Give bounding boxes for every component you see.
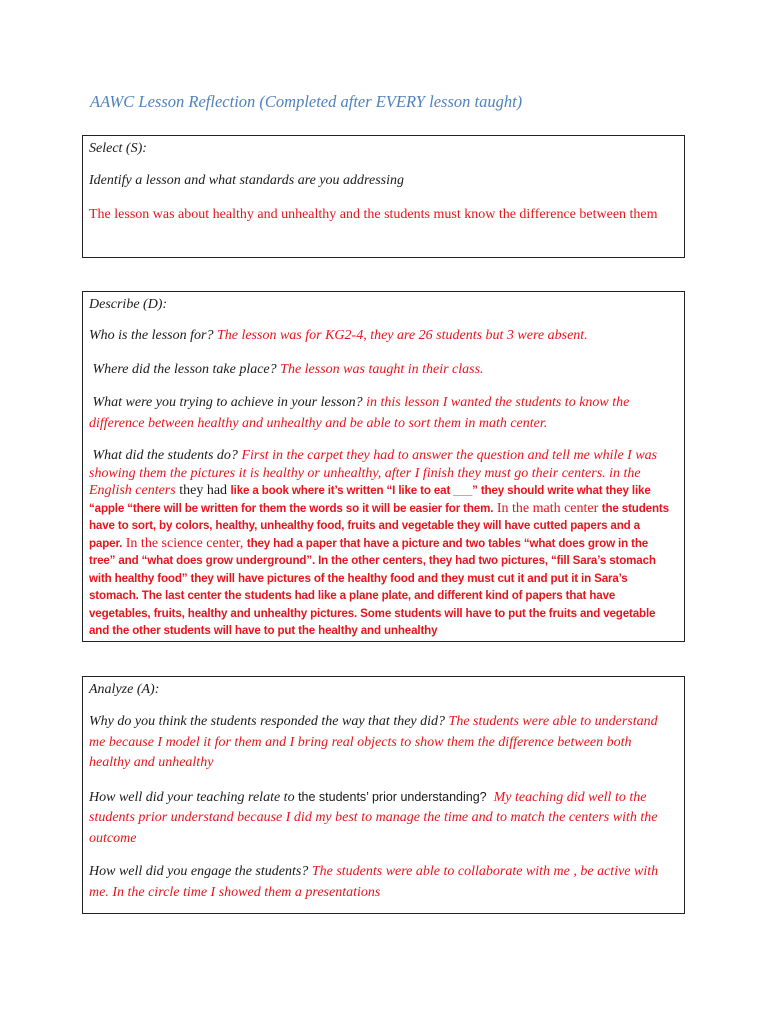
select-question: Identify a lesson and what standards are you addressing — [89, 173, 404, 188]
analyze-label: Analyze (A): — [89, 682, 160, 697]
describe-english-center: like a book where it’s written “I like to eat ___” they should write what they like “apple “there will be written for them the words so it will be easier for them. — [89, 484, 651, 515]
describe-question-achieve: What were you trying to achieve in your lesson? — [92, 395, 363, 410]
describe-science-label: In the science center, — [125, 535, 244, 551]
describe-math-label: In the math center — [496, 500, 599, 516]
analyze-answer-engage: The students were able to collaborate with me , be active with me. In the circle time I showed them a presentations — [89, 864, 659, 900]
describe-answer-achieve: in this lesson I wanted the students to know the difference between healthy and unhealthy and be able to sort them in math center. — [89, 395, 630, 431]
analyze-question-relate: How well did your teaching relate to — [89, 789, 295, 805]
describe-label: Describe (D): — [89, 297, 168, 312]
analyze-answer-responded: The students were able to understand me because I model it for them and I bring real objects to show them the difference between both healthy and unhealthy — [89, 714, 658, 770]
select-section — [82, 135, 685, 258]
select-answer: The lesson was about healthy and unhealthy and the students must know the difference between them — [89, 206, 658, 222]
analyze-section — [82, 676, 685, 914]
describe-math-center: the students have to sort, by colors, healthy, unhealthy food, fruits and vegetable they will have cutted papers and a paper. — [89, 501, 669, 550]
describe-they-had: they had — [179, 483, 228, 498]
describe-question-who: Who is the lesson for? — [89, 328, 214, 343]
analyze-answer-relate: My teaching did well to the students prior understand because I did my best to manage the time and to match the centers with the outcome — [89, 789, 658, 846]
describe-other-centers: they had a paper that have a picture and two tables “what does grow in the tree” and “what does grow underground”. In the other centers, they had two pictures, “fill Sara’s stomach with healthy food” they will have pictures of the healthy food and they must cut it and put it in Sara’s stomach. The last center the students had like a plane plate, and different kind of papers that have vegetables, fruits, healthy and unhealthy pictures. Some students will have to put the fruits and vegetable and the other students will have to put the healthy and unhealthy — [89, 536, 656, 637]
analyze-question-engage: How well did you engage the students? — [89, 864, 309, 879]
describe-answer-who: The lesson was for KG2-4, they are 26 students but 3 were absent. — [216, 328, 588, 343]
describe-question-students: What did the students do? — [92, 448, 238, 463]
analyze-question-prior: the students’ prior understanding? — [298, 789, 487, 804]
page-title: AAWC Lesson Reflection (Completed after EVERY lesson taught) — [90, 92, 523, 111]
describe-answer-where: The lesson was taught in their class. — [280, 361, 484, 377]
describe-section — [82, 291, 685, 642]
analyze-question-responded: Why do you think the students responded the way that they did? — [89, 714, 446, 729]
describe-answer-intro: First in the carpet they had to answer the question and tell me while I was showing them the pictures it is healthy or unhealthy, after I finish they must go their centers. in the English centers — [89, 448, 658, 498]
select-label: Select (S): — [89, 141, 147, 156]
describe-question-where: Where did the lesson take place? — [92, 361, 277, 377]
